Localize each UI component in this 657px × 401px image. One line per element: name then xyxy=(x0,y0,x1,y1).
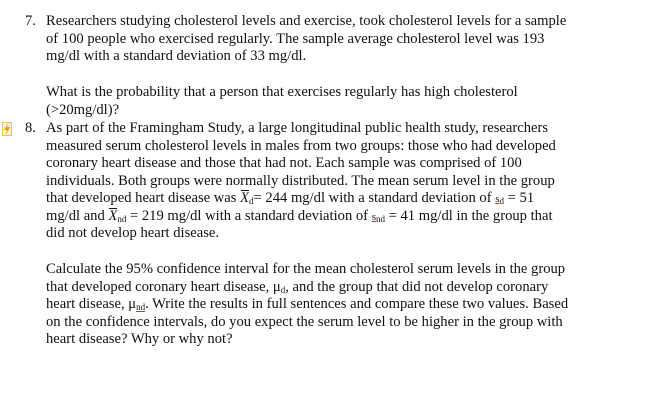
question-7-number: 7. xyxy=(25,13,36,29)
line-6-text-b: = 219 mg/dl with a standard deviation of xyxy=(126,207,372,224)
calc-line-4: on the confidence intervals, do you expect the serum level to be higher in the group with xyxy=(46,313,563,330)
question-8-line-2: measured serum cholesterol levels in males from two groups: those who had developed xyxy=(46,137,556,154)
lightning-icon[interactable] xyxy=(2,122,12,136)
line-5-text-c: = 51 xyxy=(504,190,535,206)
question-8-line-1: As part of the Framingham Study, a large longitudinal public health study, researchers xyxy=(46,120,549,136)
line-6-text-c: = 41 mg/dl in the group that xyxy=(384,207,553,224)
calc-line-3: heart disease, $\mu_{nd}$. Write the results in full sentences and compare these two values. Based xyxy=(46,296,569,312)
question-8-line-5 xyxy=(46,190,646,208)
xbar-nd-symbol: X xyxy=(108,207,118,224)
question-7-prompt-line-2: (>20mg/dl)? xyxy=(46,101,120,118)
question-8-line-4: individuals. Both groups were normally distributed. The mean serum level in the group xyxy=(46,172,555,189)
question-7-line-2: of 100 people who exercised regularly. The sample average cholesterol level was 193 xyxy=(46,30,545,47)
line-5-text-a: that developed heart disease was xyxy=(46,190,241,206)
xbar-d-subscript: d xyxy=(249,196,254,206)
calc-line-5: heart disease? Why or why not? xyxy=(46,331,233,347)
calc-line-2: that developed coronary heart disease, $\mu_d$, and the group that did not develop coronary xyxy=(46,278,549,295)
question-8-calculation-text xyxy=(46,261,646,349)
mu-d-subscript: d xyxy=(280,284,286,295)
question-8-line-3: coronary heart disease and those that had not. Each sample was comprised of 100 xyxy=(46,155,522,171)
question-8-line-7: did not develop heart disease. xyxy=(46,225,220,241)
question-8-number: 8. xyxy=(25,120,36,136)
question-8-text xyxy=(46,120,646,243)
question-7-line-3: mg/dl with a standard deviation of 33 mg/dl. xyxy=(46,48,307,64)
line-6-text-a: mg/dl and xyxy=(46,207,109,224)
question-7-prompt-line-1: What is the probability that a person that exercises regularly has high cholesterol xyxy=(46,84,518,100)
sd-nd-symbol: $s_{nd}$ xyxy=(371,210,385,224)
sd-d-symbol: $s_d$ xyxy=(495,193,505,206)
mu-nd-subscript: nd xyxy=(136,302,146,312)
question-7-text xyxy=(46,13,646,66)
question-7-line-1: Researchers studying cholesterol levels and exercise, took cholesterol levels for a sample xyxy=(46,13,567,29)
xbar-nd-subscript: nd xyxy=(117,213,127,224)
question-7-prompt-text xyxy=(46,84,646,119)
calc-line-1: Calculate the 95% confidence interval for the mean cholesterol serum levels in the group xyxy=(46,261,566,277)
xbar-d-symbol: X xyxy=(240,190,250,206)
line-5-text-b: = 244 mg/dl with a standard deviation of xyxy=(253,190,496,206)
question-8-line-6 xyxy=(46,208,646,226)
